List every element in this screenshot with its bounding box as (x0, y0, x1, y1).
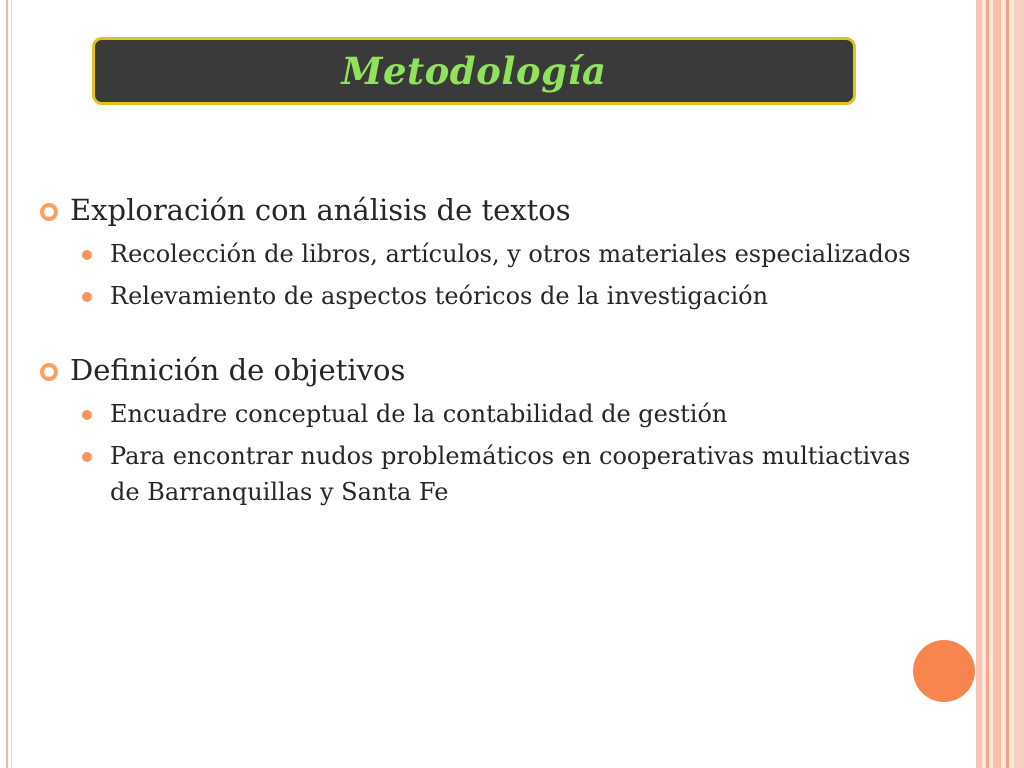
bullet-text: Recolección de libros, artículos, y otros materiales especializados (110, 240, 911, 268)
section-heading: Exploración con análisis de textos (70, 193, 571, 227)
level2-bullet-item (36, 438, 936, 510)
dot-bullet-icon (82, 292, 92, 302)
stripe (986, 0, 989, 768)
level1-bullet-item (36, 350, 936, 390)
decorative-circle (913, 640, 975, 702)
section-spacer (36, 320, 936, 350)
level1-bullet-item (36, 190, 936, 230)
sub-bullet-list (36, 236, 936, 314)
right-decorative-stripes (976, 0, 1024, 768)
section-heading: Definición de objetivos (70, 353, 406, 387)
ring-bullet-icon (40, 203, 58, 221)
stripe (1006, 0, 1009, 768)
level2-bullet-item (36, 236, 936, 272)
bullet-text: Relevamiento de aspectos teóricos de la investigación (110, 282, 769, 310)
bullet-text: Para encontrar nudos problemáticos en cooperativas multiactivas de Barranquillas y Santa Fe (110, 442, 911, 506)
stripe (1014, 0, 1024, 768)
level2-bullet-item (36, 396, 936, 432)
dot-bullet-icon (82, 250, 92, 260)
level2-bullet-item (36, 278, 936, 314)
left-decorative-line-thin (11, 0, 12, 768)
title-bar (92, 37, 856, 105)
stripe (976, 0, 982, 768)
stripe (993, 0, 1001, 768)
dot-bullet-icon (82, 410, 92, 420)
sub-bullet-list (36, 396, 936, 510)
ring-bullet-icon (40, 363, 58, 381)
section-exploracion (36, 190, 936, 314)
section-objetivos (36, 350, 936, 510)
slide-title: Metodología (341, 49, 607, 93)
left-decorative-line (6, 0, 8, 768)
dot-bullet-icon (82, 452, 92, 462)
bullet-text: Encuadre conceptual de la contabilidad de gestión (110, 400, 728, 428)
slide-content (36, 190, 936, 516)
